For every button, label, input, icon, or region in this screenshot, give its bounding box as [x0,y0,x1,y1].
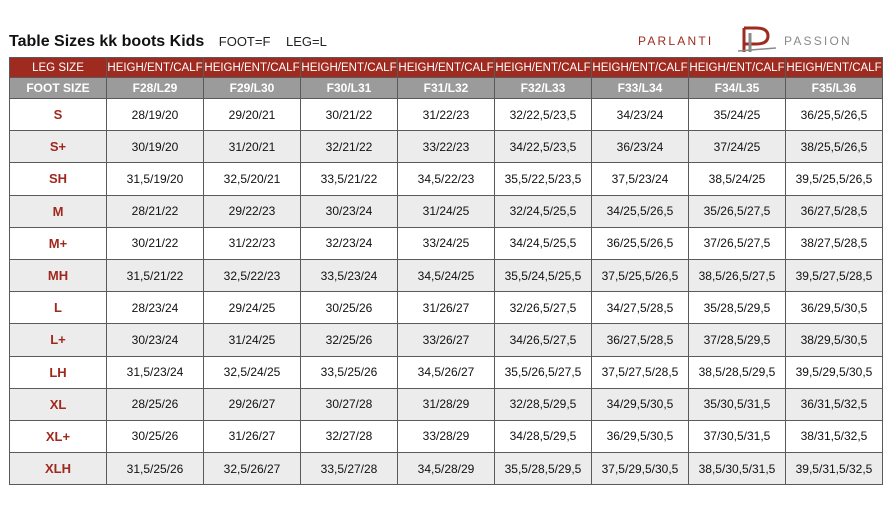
table-cell: 33/28/29 [398,420,495,452]
table-cell: 36/29,5/30,5 [786,292,883,324]
leg-col-header: HEIGH/ENT/CALF [204,58,301,78]
table-cell: 35/26,5/27,5 [689,195,786,227]
size-label: LH [10,356,107,388]
table-cell: 30/19/20 [107,131,204,163]
table-row [10,420,883,452]
table-cell: 30/21/22 [301,99,398,131]
table-row [10,453,883,485]
size-label: M [10,195,107,227]
table-row [10,259,883,291]
table-row [10,99,883,131]
table-cell: 39,5/27,5/28,5 [786,259,883,291]
table-cell: 33/26/27 [398,324,495,356]
size-label: S [10,99,107,131]
table-cell: 31,5/25/26 [107,453,204,485]
table-cell: 32/26,5/27,5 [495,292,592,324]
table-cell: 30/23/24 [301,195,398,227]
table-cell: 30/25/26 [107,420,204,452]
foot-col-header: F33/L34 [592,78,689,99]
leg-col-header: HEIGH/ENT/CALF [398,58,495,78]
table-row [10,227,883,259]
leg-size-label: LEG SIZE [10,58,107,78]
table-cell: 36/27,5/28,5 [592,324,689,356]
table-cell: 36/23/24 [592,131,689,163]
table-cell: 39,5/25,5/26,5 [786,163,883,195]
leg-col-header: HEIGH/ENT/CALF [107,58,204,78]
table-cell: 37/30,5/31,5 [689,420,786,452]
table-cell: 32/24,5/25,5 [495,195,592,227]
size-label: S+ [10,131,107,163]
foot-col-header: F29/L30 [204,78,301,99]
table-cell: 30/21/22 [107,227,204,259]
table-cell: 36/27,5/28,5 [786,195,883,227]
leg-col-header: HEIGH/ENT/CALF [689,58,786,78]
title-text: Table Sizes kk boots Kids [9,33,205,50]
table-cell: 32/22,5/23,5 [495,99,592,131]
table-cell: 37/28,5/29,5 [689,324,786,356]
foot-col-header: F31/L32 [398,78,495,99]
table-cell: 38/27,5/28,5 [786,227,883,259]
table-cell: 38/29,5/30,5 [786,324,883,356]
table-cell: 35/28,5/29,5 [689,292,786,324]
table-row [10,324,883,356]
table-cell: 35,5/26,5/27,5 [495,356,592,388]
table-cell: 28/21/22 [107,195,204,227]
size-label: MH [10,259,107,291]
leg-col-header: HEIGH/ENT/CALF [495,58,592,78]
table-cell: 29/20/21 [204,99,301,131]
table-cell: 34/28,5/29,5 [495,420,592,452]
legend-foot: FOOT=F [218,34,271,49]
page-title [9,33,339,51]
legend-leg: LEG=L [286,34,327,49]
table-cell: 32/23/24 [301,227,398,259]
table-cell: 37,5/25,5/26,5 [592,259,689,291]
table-cell: 37/24/25 [689,131,786,163]
table-cell: 31,5/19/20 [107,163,204,195]
table-cell: 31/22/23 [204,227,301,259]
table-cell: 35,5/22,5/23,5 [495,163,592,195]
table-cell: 36/25,5/26,5 [592,227,689,259]
table-cell: 31,5/23/24 [107,356,204,388]
size-table-body [10,99,883,485]
table-cell: 34,5/28/29 [398,453,495,485]
foot-size-header-row [10,78,883,99]
foot-col-header: F32/L33 [495,78,592,99]
table-cell: 29/22/23 [204,195,301,227]
size-label: SH [10,163,107,195]
table-cell: 31/24/25 [398,195,495,227]
foot-col-header: F35/L36 [786,78,883,99]
table-cell: 33/22/23 [398,131,495,163]
table-cell: 34/27,5/28,5 [592,292,689,324]
table-row [10,388,883,420]
leg-col-header: HEIGH/ENT/CALF [301,58,398,78]
table-cell: 32/28,5/29,5 [495,388,592,420]
table-cell: 34,5/22/23 [398,163,495,195]
size-label: XL+ [10,420,107,452]
size-label: L+ [10,324,107,356]
table-row [10,131,883,163]
table-cell: 34/24,5/25,5 [495,227,592,259]
table-cell: 36/25,5/26,5 [786,99,883,131]
table-cell: 34/25,5/26,5 [592,195,689,227]
table-cell: 37,5/29,5/30,5 [592,453,689,485]
size-table [9,57,883,485]
foot-col-header: F28/L29 [107,78,204,99]
leg-col-header: HEIGH/ENT/CALF [786,58,883,78]
table-cell: 29/24/25 [204,292,301,324]
table-cell: 32,5/20/21 [204,163,301,195]
logo-mark [738,28,776,52]
table-cell: 36/29,5/30,5 [592,420,689,452]
table-cell: 38,5/26,5/27,5 [689,259,786,291]
table-cell: 33,5/21/22 [301,163,398,195]
table-cell: 32/21/22 [301,131,398,163]
table-cell: 29/26/27 [204,388,301,420]
table-cell: 28/25/26 [107,388,204,420]
table-cell: 38,5/30,5/31,5 [689,453,786,485]
table-cell: 31/22/23 [398,99,495,131]
table-cell: 34/23/24 [592,99,689,131]
table-cell: 32,5/22/23 [204,259,301,291]
logo-left-text: PARLANTI [638,34,714,48]
legend [219,34,339,49]
table-cell: 30/23/24 [107,324,204,356]
table-cell: 33,5/23/24 [301,259,398,291]
table-cell: 32/27/28 [301,420,398,452]
table-cell: 30/27/28 [301,388,398,420]
table-cell: 32,5/26/27 [204,453,301,485]
table-cell: 28/23/24 [107,292,204,324]
table-row [10,356,883,388]
leg-size-header-row [10,58,883,78]
size-label: XLH [10,453,107,485]
table-cell: 31/26/27 [204,420,301,452]
table-cell: 32/25/26 [301,324,398,356]
table-cell: 34,5/26/27 [398,356,495,388]
foot-size-label: FOOT SIZE [10,78,107,99]
table-cell: 37/26,5/27,5 [689,227,786,259]
table-cell: 39,5/29,5/30,5 [786,356,883,388]
table-cell: 35/24/25 [689,99,786,131]
table-cell: 34/29,5/30,5 [592,388,689,420]
table-cell: 39,5/31,5/32,5 [786,453,883,485]
foot-col-header: F30/L31 [301,78,398,99]
size-label: XL [10,388,107,420]
table-cell: 34,5/24/25 [398,259,495,291]
size-label: L [10,292,107,324]
table-cell: 33,5/25/26 [301,356,398,388]
brand-logo [638,24,883,54]
table-cell: 31/28/29 [398,388,495,420]
table-cell: 37,5/27,5/28,5 [592,356,689,388]
table-cell: 36/31,5/32,5 [786,388,883,420]
size-label: M+ [10,227,107,259]
table-row [10,292,883,324]
table-row [10,163,883,195]
table-cell: 37,5/23/24 [592,163,689,195]
table-row [10,195,883,227]
table-cell: 32,5/24/25 [204,356,301,388]
table-cell: 31,5/21/22 [107,259,204,291]
table-cell: 35,5/28,5/29,5 [495,453,592,485]
table-cell: 31/24/25 [204,324,301,356]
table-cell: 35/30,5/31,5 [689,388,786,420]
table-cell: 38,5/24/25 [689,163,786,195]
table-cell: 35,5/24,5/25,5 [495,259,592,291]
table-cell: 38,5/28,5/29,5 [689,356,786,388]
table-cell: 33,5/27/28 [301,453,398,485]
leg-col-header: HEIGH/ENT/CALF [592,58,689,78]
foot-col-header: F34/L35 [689,78,786,99]
table-cell: 38/31,5/32,5 [786,420,883,452]
table-cell: 34/26,5/27,5 [495,324,592,356]
table-cell: 31/26/27 [398,292,495,324]
table-cell: 33/24/25 [398,227,495,259]
table-cell: 38/25,5/26,5 [786,131,883,163]
table-cell: 30/25/26 [301,292,398,324]
table-cell: 34/22,5/23,5 [495,131,592,163]
logo-right-text: PASSION [784,34,852,48]
table-cell: 28/19/20 [107,99,204,131]
table-cell: 31/20/21 [204,131,301,163]
